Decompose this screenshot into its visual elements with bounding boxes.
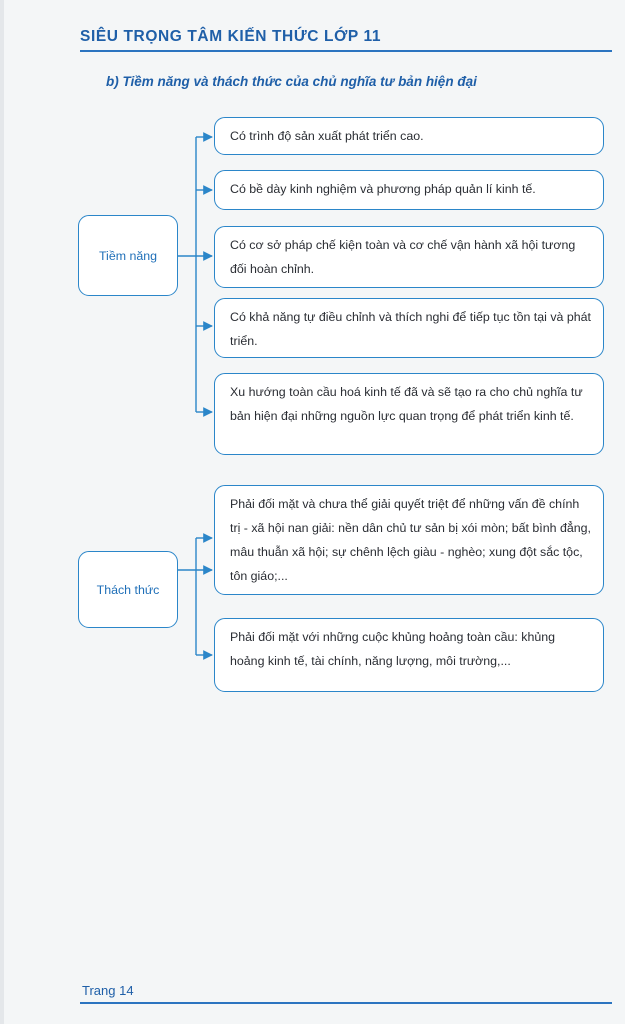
challenges-label: Thách thức	[96, 582, 160, 597]
potential-item-3: Có cơ sở pháp chế kiện toàn và cơ chế vận hành xã hội tương đối hoàn chỉnh.	[214, 226, 604, 288]
footer-divider	[80, 1002, 612, 1004]
potential-item-1: Có trình độ sản xuất phát triển cao.	[214, 117, 604, 155]
potential-label: Tiềm năng	[98, 248, 158, 263]
potential-label-box	[78, 215, 178, 296]
potential-item-2: Có bề dày kinh nghiệm và phương pháp quản lí kinh tế.	[214, 170, 604, 210]
page-number: Trang 14	[82, 983, 134, 998]
potential-item-5: Xu hướng toàn cầu hoá kinh tế đã và sẽ tạo ra cho chủ nghĩa tư bản hiện đại những nguồn lực quan trọng để phát triển kinh tế.	[214, 373, 604, 455]
challenges-label-box	[78, 551, 178, 628]
section-subtitle: b) Tiềm năng và thách thức của chủ nghĩa tư bản hiện đại	[106, 74, 477, 89]
challenge-item-2: Phải đối mặt với những cuộc khủng hoảng toàn cầu: khủng hoảng kinh tế, tài chính, năng lượng, môi trường,...	[214, 618, 604, 692]
potential-item-4: Có khả năng tự điều chỉnh và thích nghi để tiếp tục tồn tại và phát triển.	[214, 298, 604, 358]
challenge-item-1: Phải đối mặt và chưa thể giải quyết triệt để những vấn đề chính trị - xã hội nan giải: nền dân chủ tư sản bị xói mòn; bất bình đẳng, mâu thuẫn xã hội; sự chênh lệch giàu - nghèo; xung đột sắc tộc, tôn giáo;...	[214, 485, 604, 595]
book-header-title: SIÊU TRỌNG TÂM KIẾN THỨC LỚP 11	[80, 28, 382, 45]
